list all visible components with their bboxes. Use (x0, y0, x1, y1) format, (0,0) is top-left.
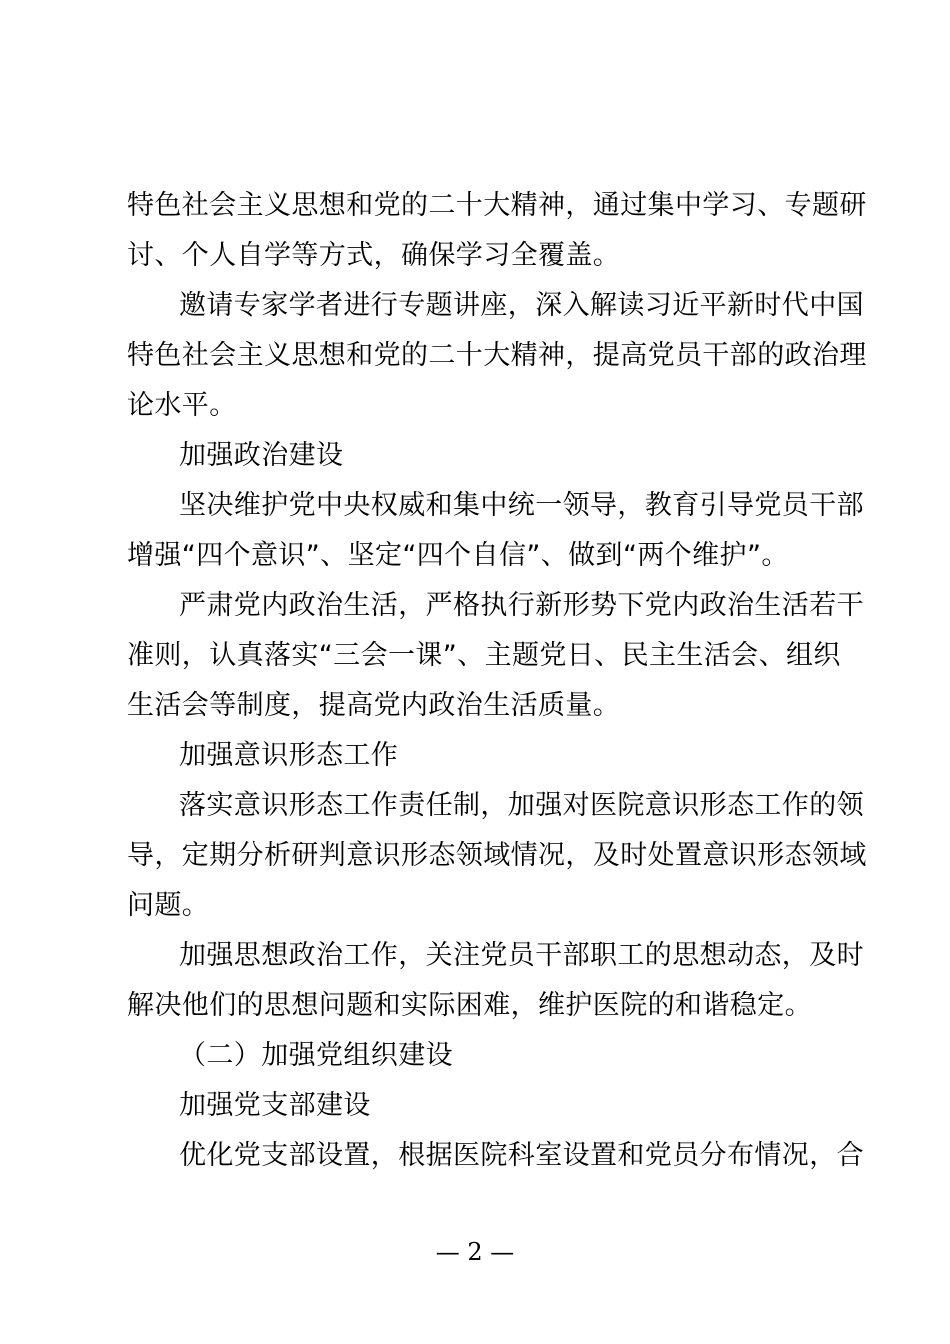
text-line: 问题。 (127, 890, 210, 921)
document-body (127, 181, 867, 1181)
text-line: 生活会等制度，提高党内政治生活质量。 (127, 690, 621, 721)
section-heading: 加强党支部建设 (179, 1090, 371, 1121)
section-heading: 加强政治建设 (179, 440, 344, 471)
text-line: 讨、个人自学等方式，确保学习全覆盖。 (127, 240, 621, 271)
text-line: 增强“四个意识”、坚定“四个自信”、做到“两个维护”。 (127, 540, 789, 571)
text-line: 严肃党内政治生活，严格执行新形势下党内政治生活若干 (179, 590, 864, 621)
text-line: 落实意识形态工作责任制，加强对医院意识形态工作的领 (179, 790, 864, 821)
text-line: 加强思想政治工作，关注党员干部职工的思想动态，及时 (179, 940, 864, 971)
text-line: 特色社会主义思想和党的二十大精神，提高党员干部的政治理 (127, 340, 867, 371)
text-line: 准则，认真落实“三会一课”、主题党日、民主生活会、组织 (127, 640, 841, 671)
text-line: 解决他们的思想问题和实际困难，维护医院的和谐稳定。 (127, 990, 812, 1021)
text-line: 特色社会主义思想和党的二十大精神，通过集中学习、专题研 (127, 190, 867, 221)
text-line: 论水平。 (127, 390, 237, 421)
text-line: 导，定期分析研判意识形态领域情况，及时处置意识形态领域 (127, 840, 867, 871)
page-number: — 2 — (435, 1238, 515, 1266)
section-heading: （二）加强党组织建设 (179, 1040, 453, 1071)
text-line: 优化党支部设置，根据医院科室设置和党员分布情况，合 (179, 1140, 864, 1171)
text-line: 坚决维护党中央权威和集中统一领导，教育引导党员干部 (179, 490, 864, 521)
text-line: 邀请专家学者进行专题讲座，深入解读习近平新时代中国 (179, 290, 864, 321)
section-heading: 加强意识形态工作 (179, 740, 399, 771)
